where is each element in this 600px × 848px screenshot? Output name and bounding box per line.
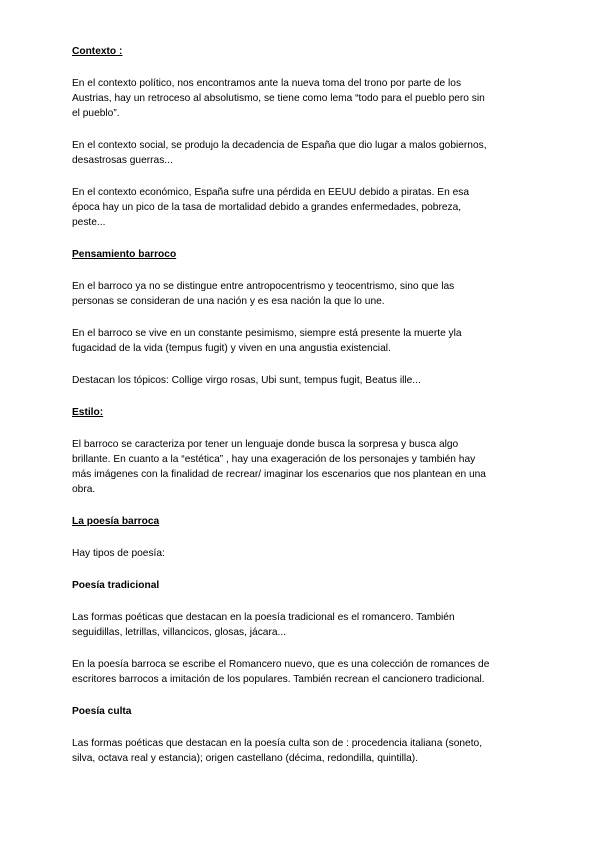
paragraph-line: En el contexto económico, España sufre una pérdida en EEUU debido a piratas. En esa <box>72 187 469 198</box>
paragraph-line: Austrias, hay un retroceso al absolutismo, se tiene como lema “todo para el pueblo pero sin <box>72 93 485 104</box>
paragraph-line: personas se consideran de una nación y es esa nación la que lo une. <box>72 296 385 307</box>
paragraph-contexto-politico <box>72 76 532 121</box>
paragraph-line: desastrosas guerras... <box>72 155 173 166</box>
heading-poesia-tradicional: Poesía tradicional <box>72 580 160 591</box>
paragraph-line: En la poesía barroca se escribe el Romancero nuevo, que es una colección de romances de <box>72 659 490 670</box>
paragraph-line: escritores barrocos a imitación de los populares. También recrean el cancionero tradicional. <box>72 674 485 685</box>
paragraph-pensamiento-1 <box>72 279 532 309</box>
heading-poesia-culta: Poesía culta <box>72 706 132 717</box>
heading-estilo: Estilo: <box>72 407 104 418</box>
paragraph-line: En el barroco ya no se distingue entre antropocentrismo y teocentrismo, sino que las <box>72 281 455 292</box>
paragraph-line: época hay un pico de la tasa de mortalidad debido a grandes enfermedades, pobreza, <box>72 202 462 213</box>
paragraph-line: seguidillas, letrillas, villancicos, glosas, jácara... <box>72 627 287 638</box>
paragraph-line: más imágenes con la finalidad de recrear/ imaginar los escenarios que nos plantean en una <box>72 469 486 480</box>
paragraph-line: brillante. En cuanto a la “estética” , hay una exageración de los personajes y también hay <box>72 454 476 465</box>
document-page <box>72 44 532 766</box>
paragraph-pensamiento-3 <box>72 373 532 388</box>
paragraph-line: obra. <box>72 484 96 495</box>
paragraph-contexto-social <box>72 138 532 168</box>
heading-pensamiento-barroco: Pensamiento barroco <box>72 249 177 260</box>
paragraph-line: En el contexto político, nos encontramos ante la nueva toma del trono por parte de los <box>72 78 462 89</box>
paragraph-line: Hay tipos de poesía: <box>72 548 165 559</box>
paragraph-tradicional-2 <box>72 657 532 687</box>
paragraph-estilo <box>72 437 532 497</box>
paragraph-line: El barroco se caracteriza por tener un lenguaje donde busca la sorpresa y busca algo <box>72 439 459 450</box>
paragraph-tradicional-1 <box>72 610 532 640</box>
paragraph-line: Destacan los tópicos: Collige virgo rosas, Ubi sunt, tempus fugit, Beatus ille... <box>72 375 421 386</box>
paragraph-contexto-economico <box>72 185 532 230</box>
paragraph-line: peste... <box>72 217 106 228</box>
paragraph-line: Las formas poéticas que destacan en la poesía tradicional es el romancero. También <box>72 612 455 623</box>
heading-contexto: Contexto : <box>72 46 123 57</box>
paragraph-line: el pueblo”. <box>72 108 120 119</box>
paragraph-line: En el contexto social, se produjo la decadencia de España que dio lugar a malos gobiernos, <box>72 140 487 151</box>
paragraph-tipos-poesia <box>72 546 532 561</box>
paragraph-line: Las formas poéticas que destacan en la poesía culta son de : procedencia italiana (soneto, <box>72 738 483 749</box>
paragraph-line: silva, octava real y estancia); origen castellano (décima, redondilla, quintilla). <box>72 753 418 764</box>
paragraph-line: En el barroco se vive en un constante pesimismo, siempre está presente la muerte yla <box>72 328 462 339</box>
paragraph-line: fugacidad de la vida (tempus fugit) y viven en una angustia existencial. <box>72 343 391 354</box>
paragraph-culta <box>72 736 532 766</box>
heading-poesia-barroca: La poesía barroca <box>72 516 160 527</box>
paragraph-pensamiento-2 <box>72 326 532 356</box>
